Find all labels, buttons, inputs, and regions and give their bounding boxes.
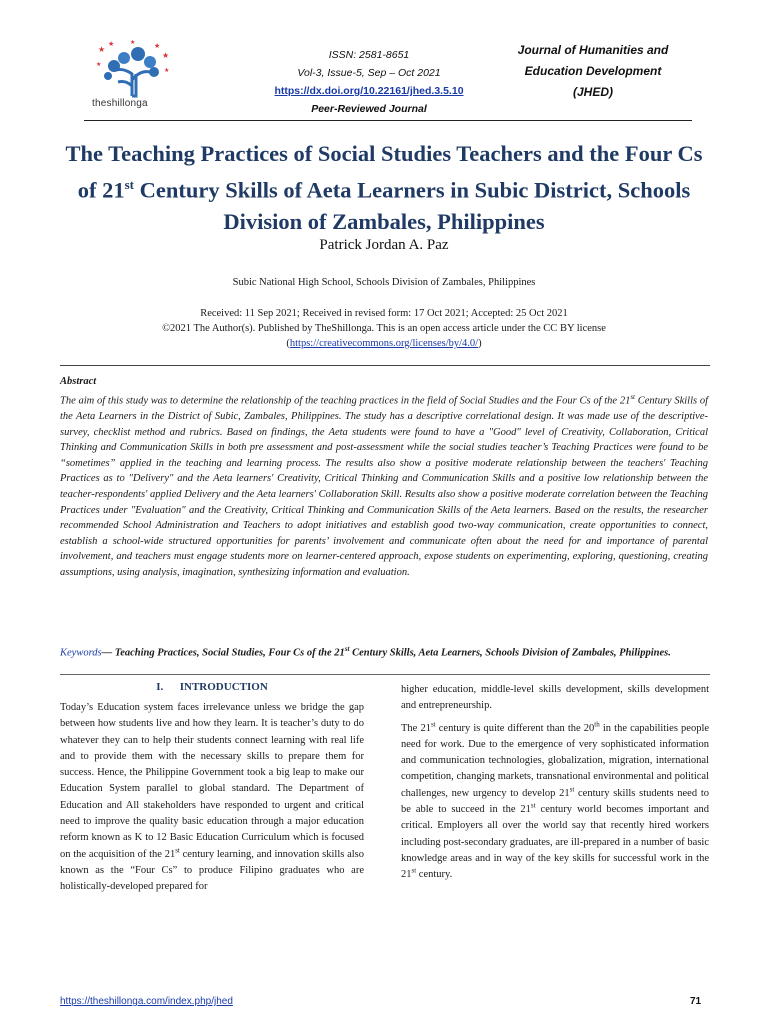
journal-line2: Education Development [524, 64, 662, 78]
section-number: I. [156, 681, 164, 693]
section-heading [60, 681, 364, 693]
text-run: Today’s Education system faces irrelevance unless we bridge the gap between how students live and how they learn. It is teacher’s duty to do whatever they can to help their students connect learning with real life and to provide them with the necessary skills to prepare them for success. Hence, the Philippine Government took a big leap to make our Education System parallel to global standard. The Department of Education and All stakeholders have responded to urgent and critical need to improve the quality basic education through a major education reform known as K to 12 Basic Education Curriculum which is focused on the acquisition of the 21 [60, 702, 364, 860]
license-close: ) [478, 338, 482, 349]
paragraph [60, 700, 364, 896]
journal-line1: Journal of Humanities and [517, 43, 669, 57]
title-part2: Century Skills of Aeta Learners in Subic District, Schools Division of Zambales, Philippines [134, 177, 691, 234]
doi-link[interactable]: https://dx.doi.org/10.22161/jhed.3.5.10 [274, 85, 464, 97]
text-run: century. [416, 869, 453, 881]
abstract-divider [60, 365, 710, 366]
publication-dates [0, 306, 768, 351]
text-run: century skills students need to be able to succeed in the 21 [401, 787, 709, 816]
text-run: century is quite different than the 20 [435, 722, 595, 734]
tree-logo-icon [94, 40, 174, 98]
text-sup: st [430, 720, 436, 729]
abstract-sup: st [630, 393, 635, 401]
keywords-label: Keywords [60, 647, 102, 659]
keywords-part2: Century Skills, Aeta Learners, Schools Division of Zambales, Philippines. [349, 647, 671, 659]
svg-text:★: ★ [96, 62, 102, 68]
received-dates: Received: 11 Sep 2021; Received in revised form: 17 Oct 2021; Accepted: 25 Oct 2021 [200, 308, 568, 319]
text-sup: st [569, 785, 575, 794]
title-sup: st [124, 177, 134, 192]
affiliation: Subic National High School, Schools Division of Zambales, Philippines [232, 277, 536, 288]
journal-line3: (JHED) [572, 85, 613, 99]
abstract-heading: Abstract [60, 376, 97, 387]
section-title: INTRODUCTION [179, 681, 268, 693]
license-link[interactable]: https://creativecommons.org/licenses/by/4.0/ [289, 338, 479, 349]
header-divider [84, 120, 692, 121]
svg-text:★: ★ [130, 40, 136, 46]
abstract-part1: The aim of this study was to determine the relationship of the teaching practices in the field of Social Studies and the Four Cs of the 21 [60, 395, 631, 407]
peer-review: Peer-Reviewed Journal [311, 103, 427, 115]
journal-name [498, 40, 688, 103]
title-part1: The Teaching Practices of Social Studies Teachers and the Four Cs of 21 [65, 141, 703, 203]
logo-text: theshillonga [92, 98, 148, 109]
paper-title [56, 138, 712, 237]
text-sup: st [530, 801, 536, 810]
license-open: ( [286, 338, 290, 349]
text-run: The 21 [401, 722, 431, 734]
abstract-text [60, 390, 708, 581]
text-sup: th [594, 720, 600, 729]
body-column-left [60, 700, 364, 902]
keywords-sup: st [344, 645, 350, 653]
section-divider [60, 674, 710, 675]
page-number: 71 [690, 996, 702, 1007]
author-name: Patrick Jordan A. Paz [319, 237, 449, 253]
svg-text:★: ★ [154, 42, 161, 50]
journal-logo [84, 40, 204, 114]
journal-meta [240, 46, 498, 118]
paragraph [401, 721, 709, 884]
text-run: century world becomes important and critical. Employers all over the world say that recently hired workers including post-secondary graduates, are ill-prepared in a number of basic knowledge areas and in way of the key skills for successful work in the 21 [401, 804, 709, 881]
svg-text:★: ★ [162, 51, 170, 60]
svg-text:★: ★ [98, 45, 106, 54]
body-column-right [401, 682, 709, 890]
abstract-part2: Century Skills of the Aeta Learners in the District of Subic, Zambales, Philippines. The study has a descriptive correlational design. It was made use of the descriptive-survey, checklist method and rubrics. Based on findings, the Aeta students were found to have a "Good" level of Creativity, Collaboration, Critical Thinking and Communication Skills in both pre assessment and post-assessment while the social studies teacher’s Teaching Practices were found to be “sometimes” applied in the teaching and learning process. The results also show a positive moderate relationship between the teachers' Teaching Practices as to "Delivery" and the Aeta learners' Creativity, Critical Thinking and Communication Skills and a positive low relationship between the teacher-respondents' applied Delivery and the Aeta learners' Collaboration Skill. Results also show a positive moderate correlation between the Teaching Practices under "Evaluation" and the Creativity, Critical Thinking and Communication Skills of the Aeta learners. Based on the results, the researcher recommended School Administration and Teachers to adopt initiatives and establish good two-way communication, create opportunities to connect, establish a school-wide structured opportunities for parents’ involvement and communicate often about the need for and importance of parental involvement, and teachers must engage students more on learner-centered approach, expose students on experimenting, exploring, questioning, creating assumptions, using analysis, imagination, synthesizing information and evaluation. [60, 395, 708, 579]
text-run: in the capabilities people need for work. Due to the emergence of very sophisticated information and communication technologies, globalization, migration, international competition, changing markets, transnational environmental and political challenges, new urgency to develop 21 [401, 722, 710, 799]
text-sup: st [411, 866, 417, 875]
svg-text:★: ★ [164, 68, 170, 74]
footer-link[interactable]: https://theshillonga.com/index.php/jhed [60, 996, 233, 1007]
copyright: ©2021 The Author(s). Published by TheShillonga. This is an open access article under the CC BY license [162, 323, 606, 334]
svg-text:★: ★ [108, 40, 115, 48]
text-run: century learning, and innovation skills also known as the “Four Cs” to produce Filipino graduates who are holistically-developed prepared for [60, 848, 365, 893]
text-sup: st [175, 846, 180, 855]
issn: ISSN: 2581-8651 [328, 49, 410, 61]
keywords [60, 642, 708, 661]
keywords-part1: — Teaching Practices, Social Studies, Four Cs of the 21 [101, 647, 345, 659]
volume: Vol-3, Issue-5, Sep – Oct 2021 [297, 67, 441, 79]
paragraph: higher education, middle-level skills development, skills development and entrepreneurship. [401, 684, 709, 712]
